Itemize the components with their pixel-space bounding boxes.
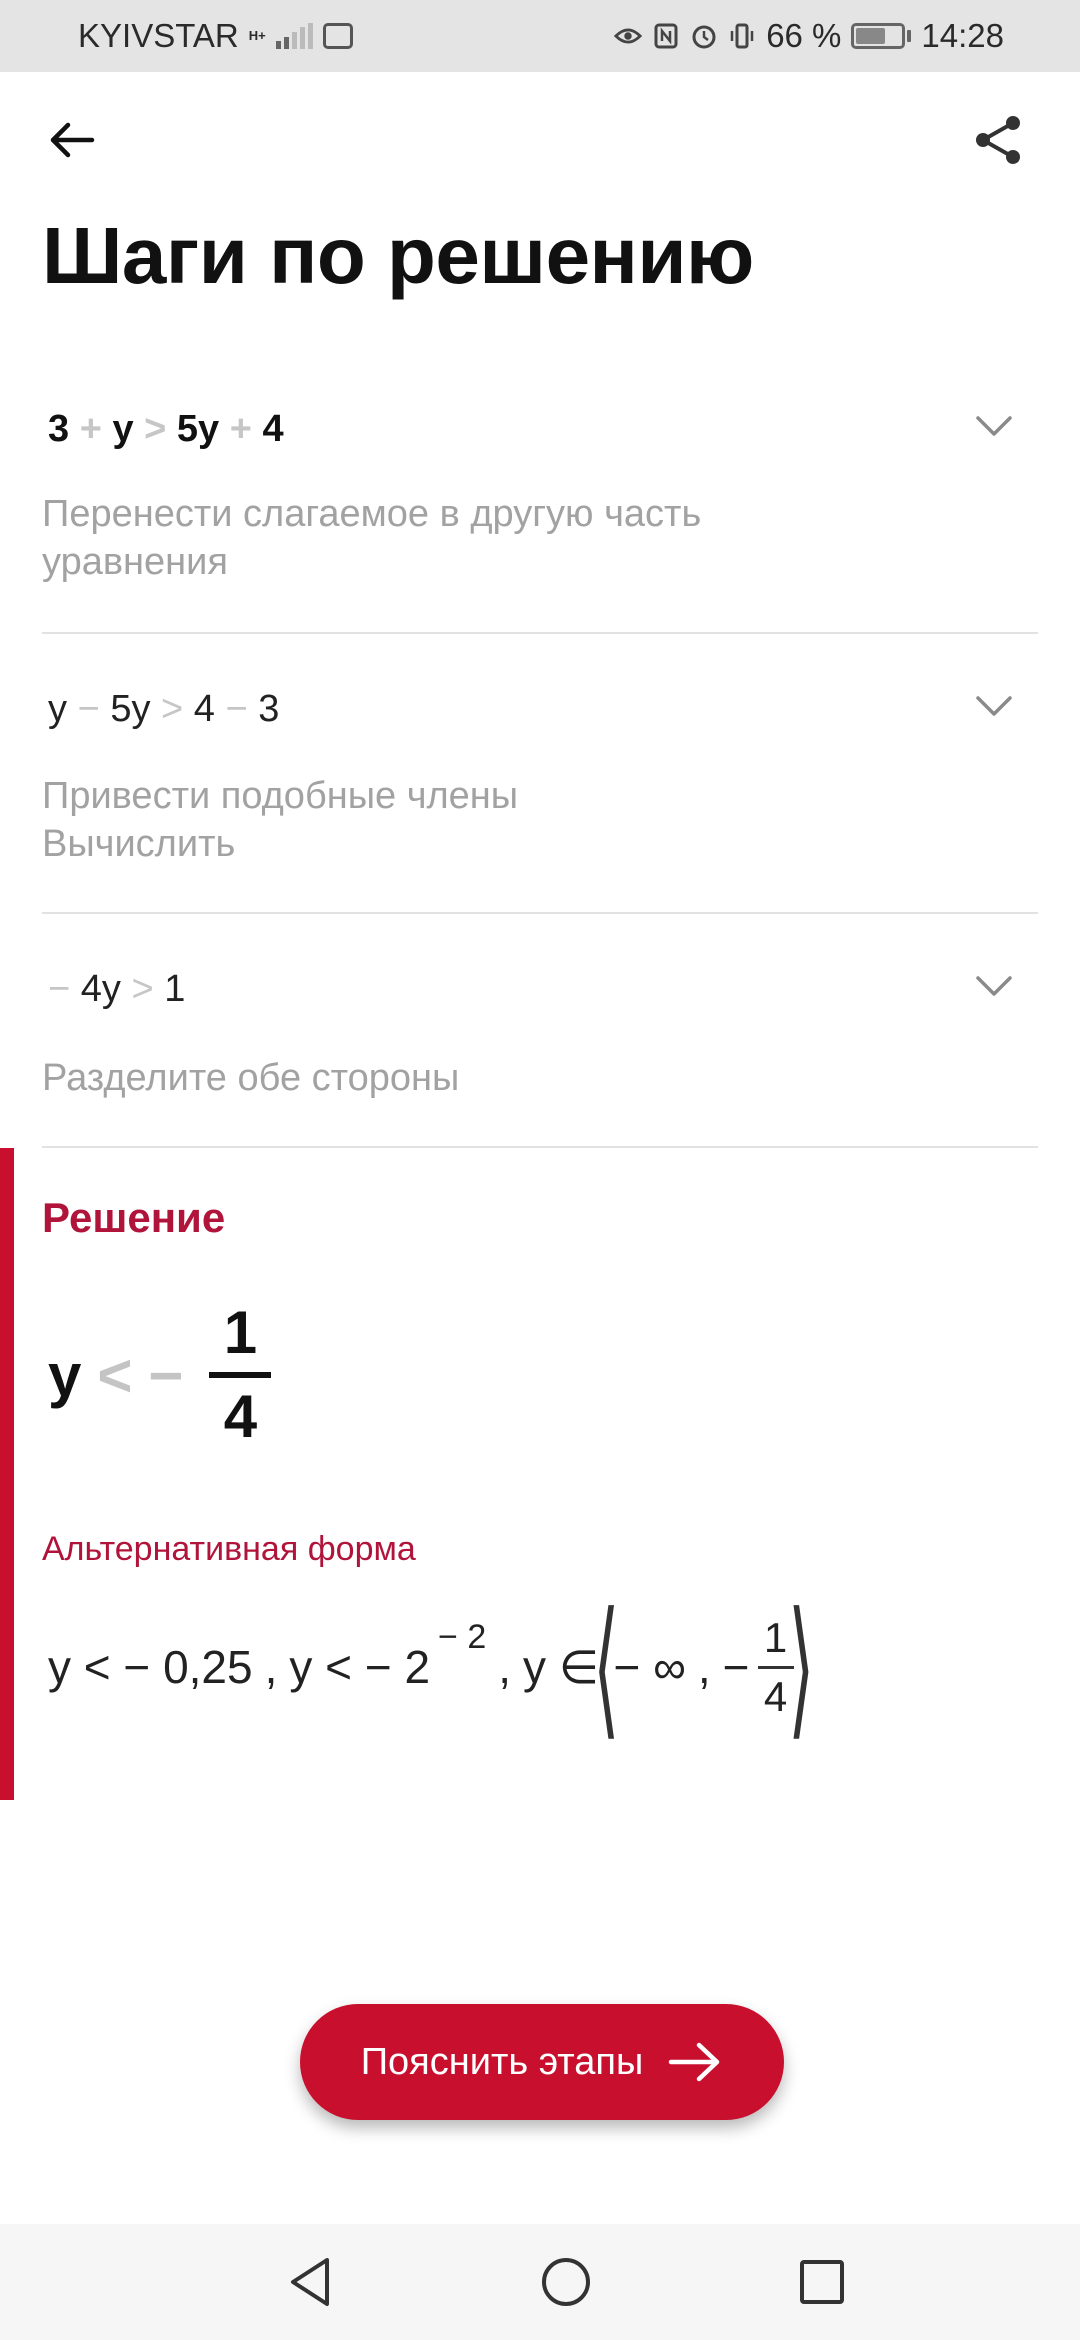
expr-term: 4y [80, 968, 121, 1010]
page-title: Шаги по решению [42, 211, 754, 300]
nfc-icon [652, 22, 680, 50]
alt-separator: , [264, 1641, 278, 1693]
solution-title: Решение [42, 1194, 226, 1241]
chevron-down-icon[interactable] [972, 404, 1016, 448]
solution-fraction [209, 1300, 271, 1450]
nav-back-button[interactable] [282, 2254, 338, 2310]
interval-separator: , [697, 1641, 711, 1693]
expr-term: 3 [48, 408, 70, 450]
solution-sign: − [148, 1341, 184, 1409]
interval-right-bracket: ⟩ [787, 1583, 814, 1751]
carrier-name: KYIVSTAR [78, 17, 239, 54]
status-bar [0, 0, 1080, 72]
step-2-description-line: Привести подобные члены [42, 775, 519, 817]
alt-decimal: y < − 0,25 [48, 1641, 253, 1693]
step-2-description [42, 772, 518, 868]
step-3-expression [48, 968, 185, 1011]
step-2-expression [48, 688, 279, 731]
expr-term: 5y [110, 688, 151, 730]
fraction-denominator: 4 [763, 1672, 788, 1720]
expr-term: y [48, 688, 67, 730]
fraction-denominator: 4 [223, 1383, 258, 1450]
triangle-back-icon [287, 2256, 333, 2308]
battery-percent: 66 % [766, 17, 842, 54]
chevron-down-icon[interactable] [972, 684, 1016, 728]
alt-power-exponent: − 2 [438, 1617, 487, 1656]
fraction-bar [209, 1372, 271, 1378]
expr-operator: − [214, 688, 259, 730]
alt-separator: , [498, 1641, 512, 1693]
share-icon [973, 114, 1023, 166]
step-3[interactable] [42, 914, 1038, 1148]
solution-accent-bar [0, 1148, 14, 1800]
nav-recents-button[interactable] [794, 2254, 850, 2310]
battery-icon [851, 23, 911, 49]
interval-left-bracket: ⟨ [593, 1583, 620, 1751]
step-1-expression [48, 408, 284, 451]
solution-variable: y [48, 1341, 82, 1409]
circle-home-icon [540, 2256, 592, 2308]
nav-home-button[interactable] [538, 2254, 594, 2310]
square-recents-icon [798, 2258, 846, 2306]
interval-left-bound: − ∞ [613, 1641, 686, 1693]
expr-term: y [112, 408, 134, 450]
signal-icon [276, 23, 313, 49]
alternative-form-title: Альтернативная форма [42, 1530, 416, 1568]
explain-steps-button[interactable] [300, 2004, 784, 2120]
step-1-description: Перенести слагаемое в другую часть уравнения [42, 493, 702, 583]
expr-term: 1 [164, 968, 186, 1010]
eye-comfort-icon [614, 22, 642, 50]
step-1[interactable] [42, 372, 1038, 634]
expr-operator: > [133, 408, 177, 450]
step-2[interactable] [42, 634, 1038, 914]
step-3-description: Разделите обе стороны [42, 1057, 460, 1099]
notification-app-icon [323, 23, 353, 49]
status-right [614, 17, 1004, 55]
expr-term: 3 [258, 688, 280, 730]
alternative-form-expression [48, 1583, 814, 1751]
back-button[interactable] [40, 108, 104, 172]
expr-operator: + [219, 408, 263, 450]
system-navigation-bar [0, 2224, 1080, 2340]
solution-expression [48, 1290, 271, 1460]
step-2-description-line: Вычислить [42, 823, 236, 865]
solution-relation: < [97, 1341, 133, 1409]
share-button[interactable] [966, 108, 1030, 172]
arrow-left-icon [48, 120, 96, 160]
alt-power-base: y < − 2 [289, 1641, 431, 1693]
expr-operator: + [69, 408, 113, 450]
network-type-badge: H+ [248, 28, 266, 43]
explain-steps-label: Пояснить этапы [360, 2040, 644, 2083]
status-left [78, 17, 353, 55]
vibrate-icon [728, 22, 756, 50]
arrow-right-icon [667, 2040, 723, 2084]
expr-operator: > [120, 968, 165, 1010]
fraction-numerator: 1 [763, 1613, 788, 1661]
clock: 14:28 [921, 17, 1004, 54]
expr-term: 4 [262, 408, 284, 450]
expr-term: 4 [193, 688, 215, 730]
chevron-down-icon[interactable] [972, 964, 1016, 1008]
expr-operator: > [150, 688, 194, 730]
interval-sign: − [722, 1641, 750, 1693]
expr-term: 5y [176, 408, 220, 450]
alt-interval-lead: y ∈ [523, 1641, 599, 1693]
fraction-numerator: 1 [223, 1299, 258, 1366]
alarm-icon [690, 22, 718, 50]
expr-operator: − [67, 688, 111, 730]
expr-operator: − [48, 968, 81, 1010]
